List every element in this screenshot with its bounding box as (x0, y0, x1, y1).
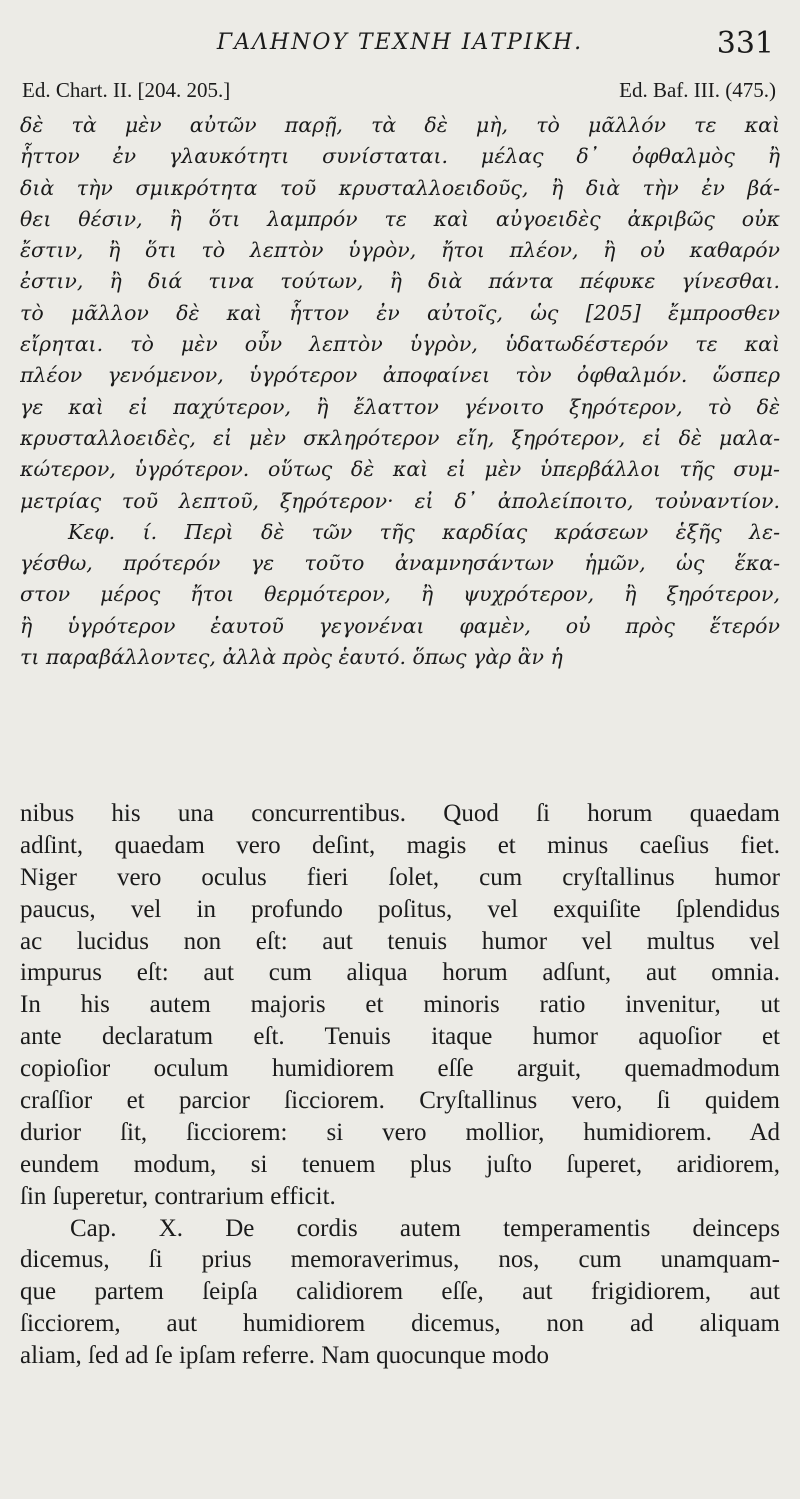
greek-text-line: ἢ ὑγρότερον ἑαυτοῦ γεγονέναι φαμὲν, οὐ πρὸς ἕτερόν (20, 613, 780, 638)
running-title: ΓΑΛΗΝΟΥ ΤΕΧΝΗ ΙΑΤΡΙΚΗ. (216, 30, 584, 55)
latin-text-line: copioſior oculum humidiorem eſſe arguit, quemadmodum (20, 1055, 780, 1083)
latin-text-line: durior ſit, ſicciorem: si vero mollior, humidiorem. Ad (20, 1118, 780, 1146)
edition-chart-reference: Ed. Chart. II. [204. 205.] (22, 78, 231, 102)
greek-text-line: στον μέρος ἤτοι θερμότερον, ἢ ψυχρότερον, ἢ ξηρότερον, (20, 582, 780, 607)
greek-text-line: εἴρηται. τὸ μὲν οὖν λεπτὸν ὑγρὸν, ὑδατωδέστερόν τε καὶ (20, 332, 780, 357)
greek-text-line: κρυσταλλοειδὲς, εἰ μὲν σκληρότερον εἴη, ξηρότερον, εἰ δὲ μαλα- (20, 425, 780, 450)
latin-text-line: ſin ſuperetur, contrarium efficit. (20, 1182, 336, 1210)
latin-text-line: paucus, vel in profundo poſitus, vel exquiſite ſplendidus (20, 895, 780, 923)
page-number: 331 (716, 26, 774, 61)
latin-text-line: dicemus, ſi prius memoraverimus, nos, cum unamquam- (20, 1246, 780, 1274)
latin-text-line: que partem ſeipſa calidiorem eſſe, aut frigidiorem, aut (20, 1278, 780, 1306)
greek-text-line: θει θέσιν, ἢ ὅτι λαμπρόν τε καὶ αὐγοειδὲς ἀκριβῶς οὐκ (20, 206, 780, 231)
greek-text-line: τὸ μᾶλλον δὲ καὶ ἧττον ἐν αὐτοῖς, ὡς [205] ἔμπροσθεν (20, 300, 780, 325)
greek-text-line: διὰ τὴν σμικρότητα τοῦ κρυσταλλοειδοῦς, ἢ διὰ τὴν ἐν βά- (20, 175, 780, 200)
edition-basel-reference: Ed. Baf. III. (475.) (619, 78, 776, 102)
latin-text-line: Niger vero oculus fieri ſolet, cum cryſtallinus humor (20, 863, 780, 891)
latin-text-line: Cap. X. De cordis autem temperamentis deinceps (70, 1214, 780, 1242)
greek-text-line: κώτερον, ὑγρότερον. οὕτως δὲ καὶ εἰ μὲν ὑπερβάλλοι τῆς συμ- (20, 457, 780, 482)
greek-text-line: Κεφ. ί. Περὶ δὲ τῶν τῆς καρδίας κράσεων ἑξῆς λε- (68, 519, 780, 544)
latin-text-line: ſicciorem, aut humidiorem dicemus, non ad aliquam (20, 1310, 780, 1338)
edition-reference-line (22, 78, 776, 103)
latin-text-line: eundem modum, si tenuem plus juſto ſuperet, aridiorem, (20, 1150, 780, 1178)
greek-text-block (20, 110, 780, 673)
latin-text-line: ac lucidus non eſt: aut tenuis humor vel multus vel (20, 927, 780, 955)
greek-text-line: ἐστιν, ἢ διά τινα τούτων, ἢ διὰ πάντα πέφυκε γίνεσθαι. (20, 269, 780, 294)
latin-text-line: impurus eſt: aut cum aliqua horum adſunt, aut omnia. (20, 959, 780, 987)
greek-text-line: ἔστιν, ἢ ὅτι τὸ λεπτὸν ὑγρὸν, ἤτοι πλέον, ἢ οὐ καθαρόν (20, 238, 780, 263)
latin-text-line: aliam, ſed ad ſe ipſam referre. Nam quocunque modo (20, 1342, 549, 1370)
greek-text-line: γε καὶ εἰ παχύτερον, ἢ ἔλαττον γένοιτο ξηρότερον, τὸ δὲ (20, 394, 780, 419)
greek-text-line: μετρίας τοῦ λεπτοῦ, ξηρότερον· εἰ δ᾽ ἀπολείποιτο, τοὐναντίον. (20, 488, 780, 513)
latin-text-line: craſſior et parcior ſicciorem. Cryſtallinus vero, ſi quidem (20, 1087, 780, 1115)
greek-text-line: τι παραβάλλοντες, ἀλλὰ πρὸς ἑαυτό. ὅπως γὰρ ἂν ἡ (20, 645, 563, 670)
latin-text-line: In his autem majoris et minoris ratio invenitur, ut (20, 991, 780, 1019)
latin-text-block (20, 798, 780, 1372)
greek-text-line: ἧττον ἐν γλαυκότητι συνίσταται. μέλας δ᾽ ὀφθαλμὸς ἢ (20, 144, 780, 169)
latin-text-line: adſint, quaedam vero deſint, magis et minus caeſius fiet. (20, 831, 780, 859)
greek-text-line: δὲ τὰ μὲν αὐτῶν παρῇ, τὰ δὲ μὴ, τὸ μᾶλλόν τε καὶ (20, 113, 780, 137)
latin-text-line: ante declaratum eſt. Tenuis itaque humor aquoſior et (20, 1023, 780, 1051)
greek-text-line: γέσθω, πρότερόν γε τοῦτο ἀναμνησάντων ἡμῶν, ὡς ἕκα- (20, 551, 780, 576)
greek-text-line: πλέον γενόμενον, ὑγρότερον ἀποφαίνει τὸν ὀφθαλμόν. ὥσπερ (20, 363, 780, 388)
latin-text-line: nibus his una concurrentibus. Quod ſi horum quaedam (20, 800, 780, 827)
